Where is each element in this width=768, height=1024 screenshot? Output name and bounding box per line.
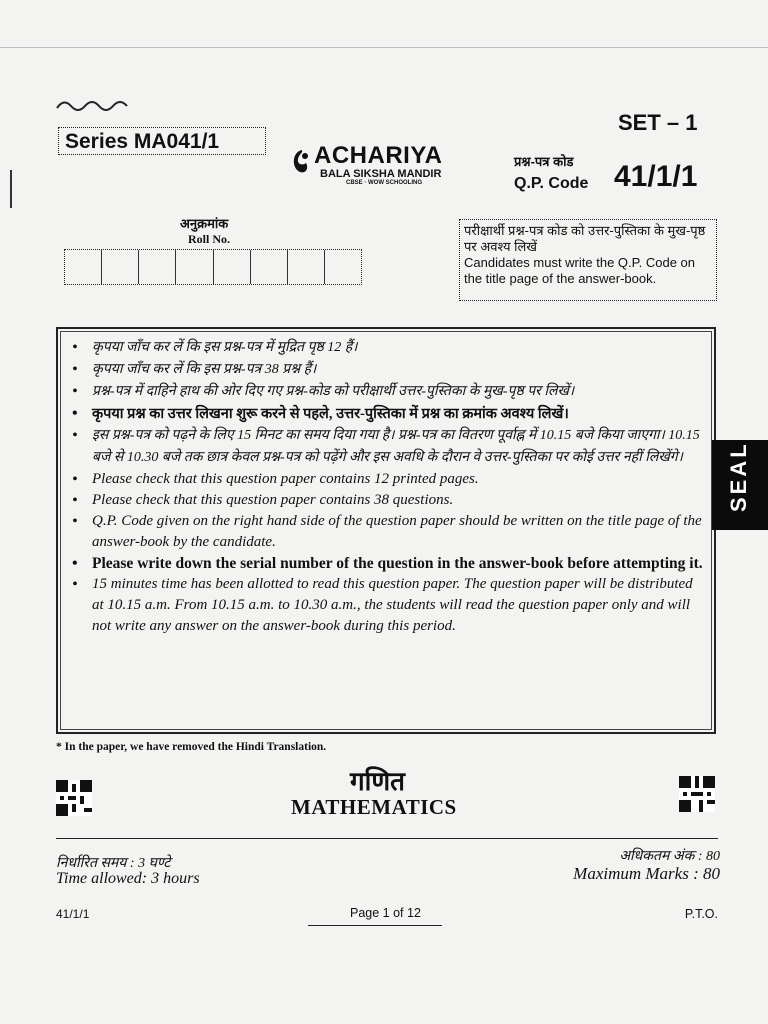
- candidate-note-english: Candidates must write the Q.P. Code on the title page of the answer-book.: [464, 255, 695, 286]
- roll-no-box[interactable]: [176, 250, 213, 284]
- time-allowed: Time allowed: 3 hours: [56, 870, 200, 887]
- instruction-item: • इस प्रश्न-पत्र को पढ़ने के लिए 15 मिनट का समय दिया गया है। प्रश्न-पत्र का वितरण पूर्वाह्न में 10.15 बजे किया जाएगा। 10.15 बजे से 10.30 बजे तक छात्र केवल प्रश्न-पत्र को पढ़ेंगे और इस अवधि के दौरान वे उत्तर-पुस्तिका पर कोई उत्तर नहीं लिखेंगे।: [68, 425, 704, 469]
- instruction-item: • Please check that this question paper contains 12 printed pages.: [68, 469, 704, 490]
- max-marks: Maximum Marks : 80: [573, 864, 720, 883]
- candidate-note-box: [459, 219, 717, 301]
- instruction-item: • Please write down the serial number of the question in the answer-book before attempting it.: [68, 553, 704, 574]
- time-allowed-hindi: निर्धारित समय : 3 घण्टे: [56, 856, 171, 871]
- top-edge-line: [0, 47, 768, 48]
- instruction-item: • प्रश्न-पत्र में दाहिने हाथ की ओर दिए गए प्रश्न-कोड को परीक्षार्थी उत्तर-पुस्तिका के मुख-पृष्ठ पर लिखें।: [68, 381, 704, 403]
- series-label: Series MA041/1: [58, 127, 266, 155]
- subject-title: MATHEMATICS: [291, 795, 457, 819]
- margin-mark: [10, 170, 12, 208]
- set-label: SET – 1: [618, 110, 698, 135]
- qr-code-icon: [56, 780, 92, 816]
- instruction-item: • Q.P. Code given on the right hand side of the question paper should be written on the title page of the answer-book by the candidate.: [68, 511, 704, 553]
- roll-no-box[interactable]: [214, 250, 251, 284]
- removed-translation-note: * In the paper, we have removed the Hindi Translation.: [56, 741, 327, 753]
- roll-no-box[interactable]: [65, 250, 102, 284]
- seal-label: SEAL: [726, 441, 751, 512]
- instruction-item: • कृपया जाँच कर लें कि इस प्रश्न-पत्र 38 प्रश्न हैं।: [68, 359, 704, 381]
- school-logo: [290, 142, 460, 186]
- footer-code: 41/1/1: [56, 907, 90, 921]
- school-logo-icon: [290, 148, 310, 174]
- instruction-item: • कृपया जाँच कर लें कि इस प्रश्न-पत्र में मुद्रित पृष्ठ 12 हैं।: [68, 337, 704, 359]
- instructions-box: [56, 327, 716, 734]
- instruction-item: • Please check that this question paper contains 38 questions.: [68, 490, 704, 511]
- qr-code-icon: [679, 776, 715, 812]
- page-number-underline: [308, 925, 442, 926]
- wave-decoration-icon: [56, 98, 136, 112]
- candidate-note-hindi: परीक्षार्थी प्रश्न-पत्र कोड को उत्तर-पुस्तिका के मुख-पृष्ठ पर अवश्य लिखें: [464, 223, 706, 254]
- instruction-item: • 15 minutes time has been allotted to read this question paper. The question paper will be distributed at 10.15 a.m. From 10.15 a.m. to 10.30 a.m., the students will read the question paper only and will not write any answer on the answer-book during this period.: [68, 574, 704, 637]
- roll-no-box[interactable]: [325, 250, 361, 284]
- seal-tab: [712, 440, 768, 530]
- roll-no-box[interactable]: [288, 250, 325, 284]
- roll-no-label-hindi: अनुक्रमांक: [180, 216, 229, 231]
- logo-tagline: CBSE · WOW SCHOOLING: [346, 180, 422, 186]
- divider: [56, 838, 718, 839]
- roll-no-boxes[interactable]: [64, 249, 362, 285]
- roll-no-label: Roll No.: [188, 232, 230, 246]
- instructions-list: [58, 329, 714, 637]
- logo-name: ACHARIYA: [314, 142, 443, 169]
- qp-code-label: Q.P. Code: [514, 175, 589, 192]
- qp-code-value: 41/1/1: [614, 160, 698, 193]
- page-number: Page 1 of 12: [350, 906, 421, 920]
- subject-title-hindi: गणित: [350, 766, 405, 796]
- roll-no-box[interactable]: [251, 250, 288, 284]
- qp-code-label-hindi: प्रश्न-पत्र कोड: [514, 154, 574, 169]
- roll-no-box[interactable]: [102, 250, 139, 284]
- logo-subtitle: BALA SIKSHA MANDIR: [320, 168, 442, 180]
- roll-no-box[interactable]: [139, 250, 176, 284]
- max-marks-hindi: अधिकतम अंक : 80: [619, 849, 720, 864]
- pto-label: P.T.O.: [684, 907, 718, 921]
- instruction-item: • कृपया प्रश्न का उत्तर लिखना शुरू करने से पहले, उत्तर-पुस्तिका में प्रश्न का क्रमांक अवश्य लिखें।: [68, 403, 704, 425]
